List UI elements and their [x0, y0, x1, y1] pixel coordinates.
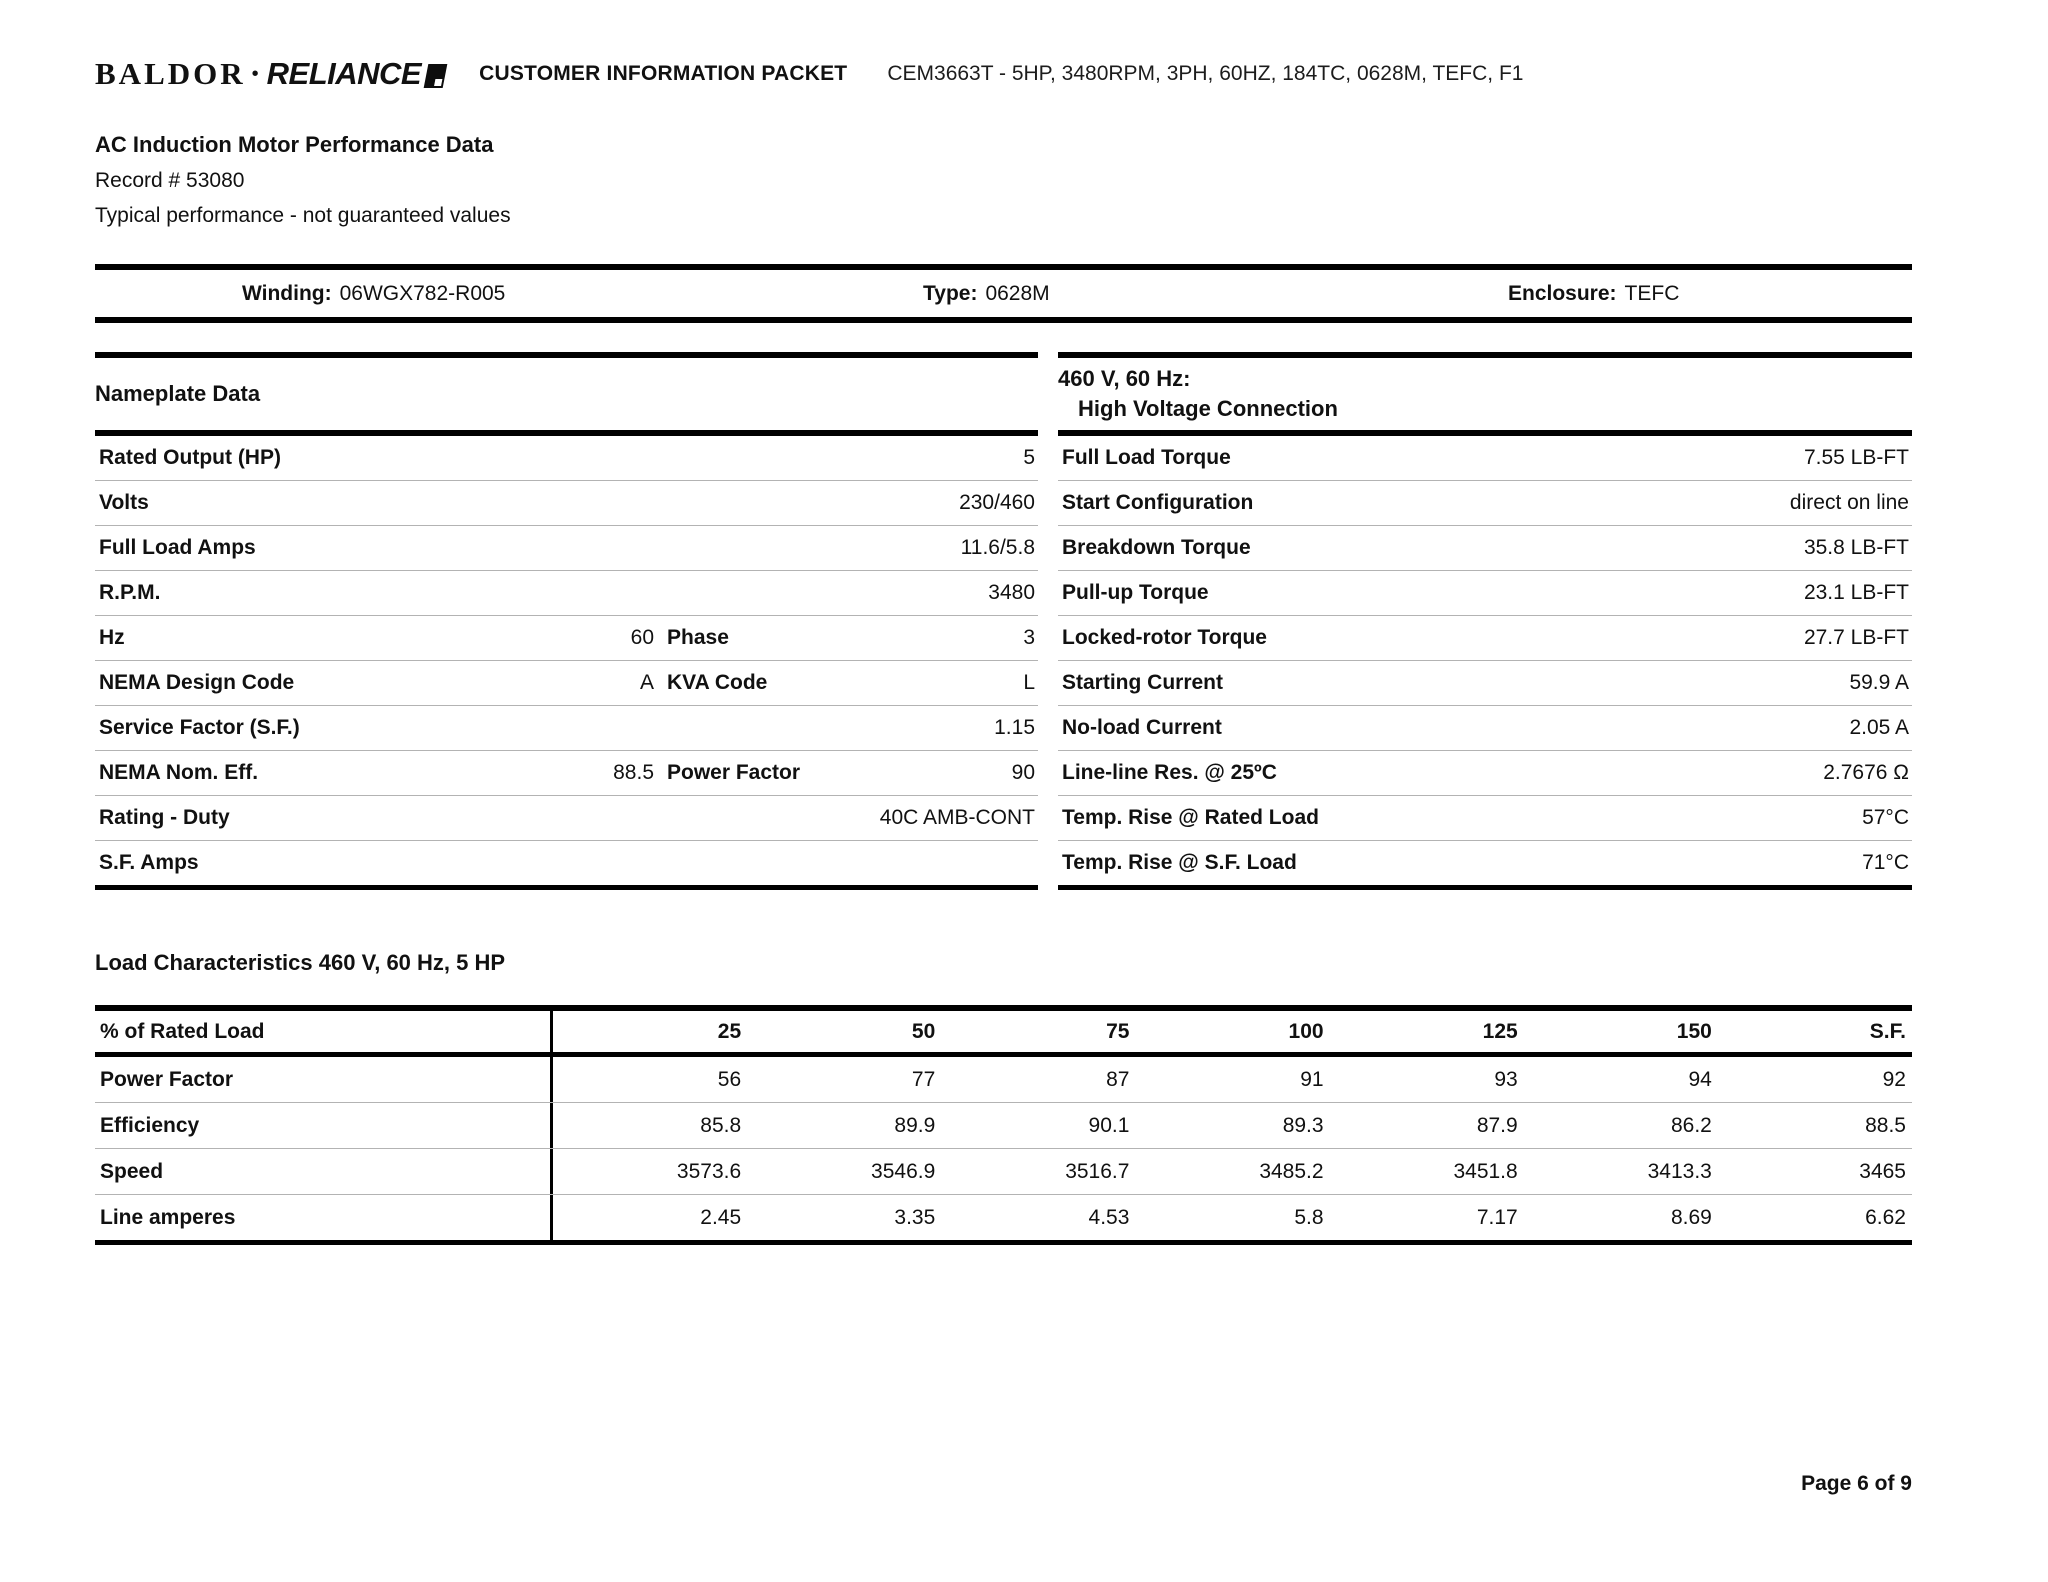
load-data-row: [95, 1149, 1912, 1195]
load-row-cells: [553, 1195, 1912, 1240]
nameplate-row: [95, 751, 1038, 796]
load-characteristics-title: Load Characteristics 460 V, 60 Hz, 5 HP: [95, 950, 506, 975]
load-cell-value: 3516.7: [1065, 1159, 1130, 1183]
type-value: 0628M: [985, 281, 1050, 305]
hv-header-line1: 460 V, 60 Hz:: [1058, 366, 1191, 392]
row-label: Starting Current: [1062, 671, 1224, 694]
load-cell-value: 87.9: [1476, 1113, 1518, 1137]
load-cell-value: 6.62: [1865, 1205, 1906, 1229]
page-number: Page 6 of 9: [1801, 1472, 1912, 1495]
row-value: 1.15: [994, 716, 1035, 739]
enclosure-cell: [1508, 282, 1679, 306]
row-value: 90: [1011, 761, 1035, 784]
load-row-cells: [553, 1057, 1912, 1102]
row-value: L: [1023, 671, 1035, 694]
hv-row: [1058, 706, 1912, 751]
load-cell-value: 56: [717, 1067, 742, 1091]
row-label: NEMA Nom. Eff.: [99, 761, 259, 784]
row-mid-value: A: [639, 671, 654, 694]
row-label: Full Load Amps: [99, 536, 256, 559]
row-label: Line-line Res. @ 25ºC: [1062, 761, 1277, 784]
nameplate-row: [95, 571, 1038, 616]
load-cell-value: 2.45: [700, 1205, 742, 1229]
load-data-row: [95, 1195, 1912, 1240]
winding-value: 06WGX782-R005: [339, 281, 506, 305]
nameplate-row: [95, 661, 1038, 706]
row-mid-value: 60: [630, 626, 654, 649]
row-value: 5: [1023, 446, 1035, 469]
row-mid-value: 88.5: [613, 761, 654, 784]
load-row-cells: [553, 1149, 1912, 1194]
row-value: direct on line: [1789, 491, 1909, 514]
enclosure-value: TEFC: [1624, 281, 1680, 305]
hv-row: [1058, 796, 1912, 841]
row-value: 59.9 A: [1849, 671, 1909, 694]
type-cell: [923, 282, 1050, 306]
row-value: 230/460: [959, 491, 1035, 514]
row-label: Full Load Torque: [1062, 446, 1231, 469]
load-cell-value: 91: [1300, 1067, 1324, 1091]
title-block: [95, 132, 1912, 228]
row-label: Rating - Duty: [99, 806, 230, 829]
row-label: Hz: [99, 626, 125, 649]
load-cell-value: 3413.3: [1647, 1159, 1712, 1183]
row-label: Locked-rotor Torque: [1062, 626, 1267, 649]
load-cell-value: 4.53: [1088, 1205, 1130, 1229]
load-cell-value: 3485.2: [1259, 1159, 1324, 1183]
nameplate-row: [95, 796, 1038, 841]
doc-title: CUSTOMER INFORMATION PACKET: [479, 62, 848, 85]
hv-row: [1058, 526, 1912, 571]
row-label: NEMA Design Code: [99, 671, 295, 694]
load-cell-value: 89.9: [894, 1113, 936, 1137]
hv-row: [1058, 751, 1912, 796]
row-label: Service Factor (S.F.): [99, 716, 300, 739]
row-value: 71°C: [1862, 851, 1909, 874]
load-cell-value: 3465: [1859, 1159, 1906, 1183]
nameplate-row: [95, 841, 1038, 890]
row-value: 57°C: [1862, 806, 1909, 829]
nameplate-row: [95, 481, 1038, 526]
row-value: 23.1 LB-FT: [1803, 581, 1909, 604]
hv-rows: [1058, 436, 1912, 890]
row-value: 40C AMB-CONT: [879, 806, 1035, 829]
page-title: AC Induction Motor Performance Data: [95, 132, 494, 157]
reliance-mark-icon: [424, 64, 448, 88]
row-value: 3480: [988, 581, 1035, 604]
load-row-cells: [553, 1103, 1912, 1148]
load-characteristics-table: [95, 1005, 1912, 1245]
load-cell-value: 8.69: [1670, 1205, 1712, 1229]
winding-cell: [242, 282, 505, 306]
type-label: Type:: [923, 281, 978, 305]
load-cell-value: 93: [1494, 1067, 1518, 1091]
logo-dot-icon: •: [251, 62, 259, 85]
load-header-row: [95, 1011, 1912, 1057]
hv-header-line2: High Voltage Connection: [1078, 396, 1338, 421]
hv-row: [1058, 661, 1912, 706]
hv-row: [1058, 841, 1912, 890]
load-row-label: Efficiency: [95, 1103, 553, 1148]
load-column-header: 125: [1482, 1019, 1518, 1043]
high-voltage-header: [1058, 358, 1912, 436]
record-number: Record # 53080: [95, 169, 245, 192]
load-cell-value: 77: [911, 1067, 936, 1091]
load-cell-value: 7.17: [1476, 1205, 1518, 1229]
load-column-header: S.F.: [1869, 1019, 1906, 1043]
nameplate-row: [95, 436, 1038, 481]
load-cell-value: 3.35: [894, 1205, 936, 1229]
load-column-header: 150: [1676, 1019, 1712, 1043]
row-value: 11.6/5.8: [960, 536, 1035, 559]
row-mid-label: Power Factor: [667, 761, 801, 784]
load-cell-value: 3546.9: [871, 1159, 936, 1183]
model-spec-line: CEM3663T - 5HP, 3480RPM, 3PH, 60HZ, 184TC, 0628M, TEFC, F1: [887, 62, 1524, 85]
load-cell-value: 90.1: [1088, 1113, 1130, 1137]
nameplate-row: [95, 526, 1038, 571]
load-column-header: 50: [911, 1019, 936, 1043]
row-label: Rated Output (HP): [99, 446, 281, 469]
winding-bar: [95, 264, 1912, 323]
row-label: S.F. Amps: [99, 851, 199, 874]
load-row-label: Power Factor: [95, 1057, 553, 1102]
row-value: 2.05 A: [1849, 716, 1909, 739]
row-value: 2.7676 Ω: [1823, 761, 1909, 784]
load-data-row: [95, 1057, 1912, 1103]
load-cell-value: 92: [1882, 1067, 1906, 1091]
nameplate-header: [95, 358, 1038, 436]
hv-row: [1058, 481, 1912, 526]
nameplate-header-text: Nameplate Data: [95, 381, 261, 407]
enclosure-label: Enclosure:: [1508, 281, 1617, 305]
row-value: 27.7 LB-FT: [1803, 626, 1909, 649]
load-column-header: 100: [1288, 1019, 1324, 1043]
row-label: Temp. Rise @ Rated Load: [1062, 806, 1319, 829]
row-value: 35.8 LB-FT: [1803, 536, 1909, 559]
disclaimer-note: Typical performance - not guaranteed values: [95, 204, 511, 227]
load-corner-label: % of Rated Load: [95, 1011, 553, 1052]
hv-row: [1058, 616, 1912, 661]
row-label: No-load Current: [1062, 716, 1222, 739]
row-value: 3: [1023, 626, 1035, 649]
load-row-label: Line amperes: [95, 1195, 553, 1240]
load-cell-value: 89.3: [1282, 1113, 1324, 1137]
row-label: Start Configuration: [1062, 491, 1254, 514]
row-label: Breakdown Torque: [1062, 536, 1251, 559]
hv-row: [1058, 436, 1912, 481]
load-cell-value: 94: [1688, 1067, 1712, 1091]
row-label: Volts: [99, 491, 149, 514]
row-label: R.P.M.: [99, 581, 161, 604]
load-cell-value: 86.2: [1670, 1113, 1712, 1137]
data-tables: [95, 352, 1912, 890]
load-header-cells: [553, 1011, 1912, 1052]
winding-label: Winding:: [242, 281, 332, 305]
nameplate-row: [95, 616, 1038, 661]
row-label: Pull-up Torque: [1062, 581, 1209, 604]
baldor-reliance-logo: [95, 56, 445, 92]
logo-reliance-text: RELIANCE: [266, 56, 422, 91]
row-value: 7.55 LB-FT: [1803, 446, 1909, 469]
load-body: [95, 1057, 1912, 1240]
row-mid-label: Phase: [667, 626, 729, 649]
nameplate-rows: [95, 436, 1038, 890]
load-column-header: 75: [1106, 1019, 1130, 1043]
row-mid-label: KVA Code: [667, 671, 768, 694]
load-column-header: 25: [717, 1019, 742, 1043]
logo-baldor-text: BALDOR: [95, 56, 246, 91]
load-cell-value: 3451.8: [1453, 1159, 1518, 1183]
nameplate-row: [95, 706, 1038, 751]
load-cell-value: 3573.6: [676, 1159, 742, 1183]
top-bar: [95, 0, 1912, 92]
load-cell-value: 5.8: [1294, 1205, 1324, 1229]
nameplate-table: [95, 352, 1038, 890]
row-label: Temp. Rise @ S.F. Load: [1062, 851, 1297, 874]
load-cell-value: 88.5: [1865, 1113, 1906, 1137]
load-cell-value: 85.8: [700, 1113, 742, 1137]
high-voltage-table: [1058, 352, 1912, 890]
load-cell-value: 87: [1106, 1067, 1130, 1091]
load-row-label: Speed: [95, 1149, 553, 1194]
hv-row: [1058, 571, 1912, 616]
load-data-row: [95, 1103, 1912, 1149]
